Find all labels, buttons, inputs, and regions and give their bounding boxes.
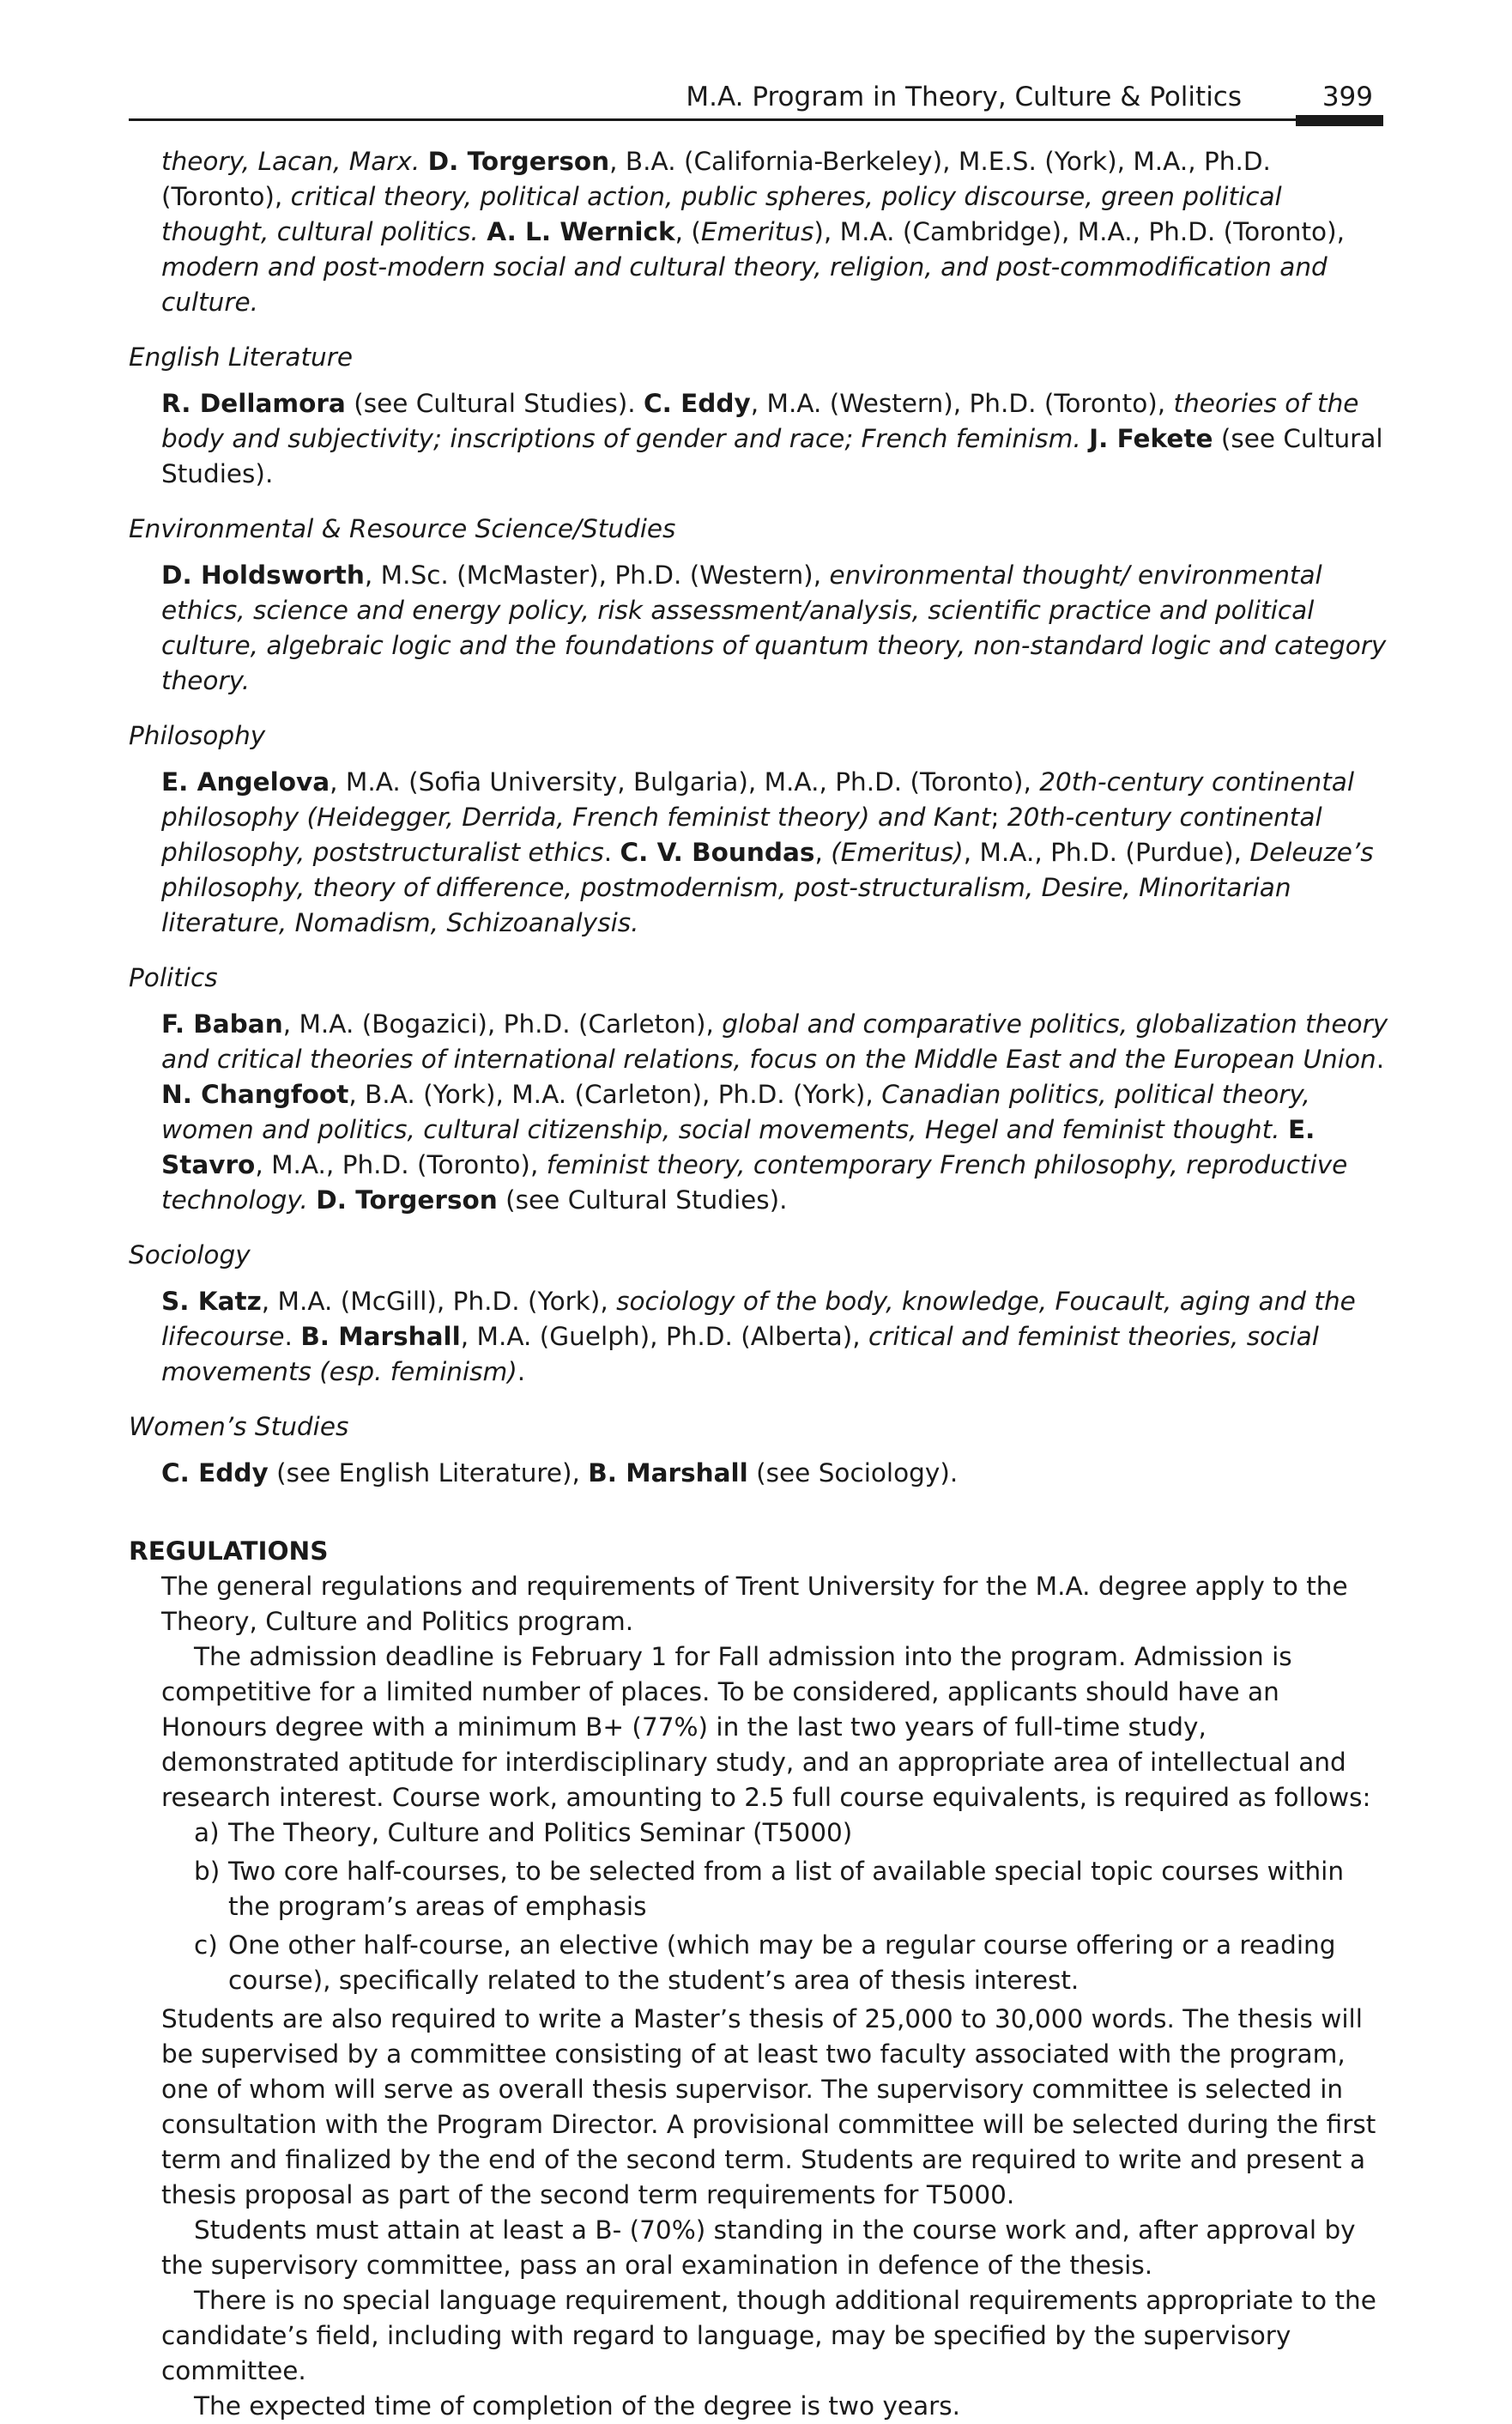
section-heading-philosophy: Philosophy: [129, 721, 266, 750]
section-heading-environmental: Environmental & Resource Science/Studies: [129, 514, 676, 543]
regulations-heading: REGULATIONS: [129, 1536, 329, 1566]
regulations-body: [129, 1569, 1390, 2424]
regulations-paragraph: The admission deadline is February 1 for Fall admission into the program. Admission is competitive for a limited number of places. To be considered, applicants should have an Honours degree with a minimum B+ (77%) in the last two years of full-time study, demonstrated aptitude for interdisciplinary study, and an appropriate area of intellectual and research interest. Course work, amounting to 2.5 full course equivalents, is required as follows:: [161, 1642, 1371, 1812]
page-number: 399: [1321, 82, 1373, 112]
list-item-text: The Theory, Culture and Politics Seminar (T5000): [228, 1818, 853, 1847]
faculty-name: B. Marshall: [588, 1458, 748, 1488]
regulations-paragraph: Students are also required to write a Master’s thesis of 25,000 to 30,000 words. The thesis will be supervised by a committee consisting of at least two faculty associated with the program, one of whom will serve as overall thesis supervisor. The supervisory committee is selected in consultation with the Program Director. A provisional committee will be selected during the first term and finalized by the end of the second term. Students are required to write and present a thesis proposal as part of the second term requirements for T5000.: [161, 2004, 1376, 2209]
regulations-paragraph: The general regulations and requirements of Trent University for the M.A. degree apply to the Theory, Culture and Politics program.: [161, 1572, 1348, 1636]
faculty-name: E. Angelova: [161, 767, 330, 797]
faculty-entry-environmental: D. Holdsworth, M.Sc. (McMaster), Ph.D. (Western), environmental thought/ environmental ethics, science and energy policy, risk assessment/analysis, scientific practice and political culture, algebraic logic and the foundations of quantum theory, non-standard logic and category theory.: [161, 561, 1387, 695]
faculty-name: D. Torgerson: [427, 147, 610, 176]
header-tab-mark: [1296, 115, 1383, 126]
list-item: [194, 1854, 1390, 1924]
section-heading-sociology: Sociology: [129, 1240, 251, 1270]
regulations-paragraph: There is no special language requirement, though additional requirements appropriate to the candidate’s field, including with regard to language, may be specified by the supervisory committee.: [161, 2286, 1376, 2385]
section-heading-politics: Politics: [129, 963, 218, 992]
faculty-name: D. Holdsworth: [161, 561, 365, 590]
faculty-entry-english: R. Dellamora (see Cultural Studies). C. Eddy, M.A. (Western), Ph.D. (Toronto), theories of the body and subjectivity; inscriptions of gender and race; French feminism. J. Fekete (see Cultural Studies).: [161, 389, 1383, 488]
faculty-entry-politics: F. Baban, M.A. (Bogazici), Ph.D. (Carleton), global and comparative politics, globalization theory and critical theories of international relations, focus on the Middle East and the European Union. N. Changfoot, B.A. (York), M.A. (Carleton), Ph.D. (York), Canadian politics, political theory, women and politics, cultural citizenship, social movements, Hegel and feminist thought. E. Stavro, M.A., Ph.D. (Toronto), feminist theory, contemporary French philosophy, reproductive technology. D. Torgerson (see Cultural Studies).: [161, 1009, 1388, 1215]
faculty-entry-sociology: S. Katz, M.A. (McGill), Ph.D. (York), sociology of the body, knowledge, Foucault, aging and the lifecourse. B. Marshall, M.A. (Guelph), Ph.D. (Alberta), critical and feminist theories, social movements (esp. feminism).: [161, 1287, 1356, 1386]
list-item-text: Two core half-courses, to be selected from a list of available special topic courses within the program’s areas of emphasis: [228, 1857, 1345, 1921]
page-header: [129, 81, 1383, 120]
page-content: [129, 144, 1390, 2424]
list-item-text: One other half-course, an elective (which may be a regular course offering or a reading course), specifically related to the student’s area of thesis interest.: [228, 1930, 1336, 1995]
section-heading-english: English Literature: [129, 342, 353, 372]
faculty-name: C. Eddy: [644, 389, 751, 418]
regulations-paragraph: The expected time of completion of the degree is two years.: [194, 2391, 961, 2421]
faculty-name: J. Fekete: [1089, 424, 1213, 453]
faculty-name: E. Stavro: [161, 1115, 1315, 1179]
faculty-entry-philosophy: E. Angelova, M.A. (Sofia University, Bulgaria), M.A., Ph.D. (Toronto), 20th-century continental philosophy (Heidegger, Derrida, French feminist theory) and Kant; 20th-century continental philosophy, poststructuralist ethics. C. V. Boundas, (Emeritus), M.A., Ph.D. (Purdue), Deleuze’s philosophy, theory of difference, postmodernism, post-structuralism, Desire, Minoritarian literature, Nomadism, Schizoanalysis.: [161, 767, 1374, 937]
list-marker: c): [194, 1930, 218, 1960]
faculty-name: D. Torgerson: [316, 1185, 498, 1215]
faculty-name: C. V. Boundas: [620, 838, 815, 867]
faculty-entry-continued: theory, Lacan, Marx. D. Torgerson, B.A. (California-Berkeley), M.E.S. (York), M.A., Ph.D. (Toronto), critical theory, political action, public spheres, policy discourse, green political thought, cultural politics. A. L. Wernick, (Emeritus), M.A. (Cambridge), M.A., Ph.D. (Toronto), modern and post-modern social and cultural theory, religion, and post-commodification and culture.: [161, 147, 1345, 317]
faculty-entry-womens-studies: C. Eddy (see English Literature), B. Marshall (see Sociology).: [161, 1458, 959, 1488]
course-requirements-list: [161, 1815, 1390, 1998]
faculty-name: N. Changfoot: [161, 1080, 349, 1109]
list-item: [194, 1928, 1390, 1998]
list-marker: b): [194, 1857, 221, 1886]
faculty-name: S. Katz: [161, 1287, 262, 1316]
running-title: M.A. Program in Theory, Culture & Politics: [686, 82, 1242, 112]
faculty-name: F. Baban: [161, 1009, 283, 1039]
faculty-name: A. L. Wernick: [487, 217, 675, 246]
header-rule: [129, 118, 1383, 121]
list-marker: a): [194, 1818, 220, 1847]
regulations-paragraph: Students must attain at least a B- (70%) standing in the course work and, after approval by the supervisory committee, pass an oral examination in defence of the thesis.: [161, 2215, 1356, 2280]
section-heading-womens-studies: Women’s Studies: [129, 1412, 349, 1441]
faculty-name: B. Marshall: [300, 1322, 461, 1351]
list-item: [194, 1815, 1390, 1851]
faculty-name: C. Eddy: [161, 1458, 269, 1488]
faculty-name: R. Dellamora: [161, 389, 346, 418]
